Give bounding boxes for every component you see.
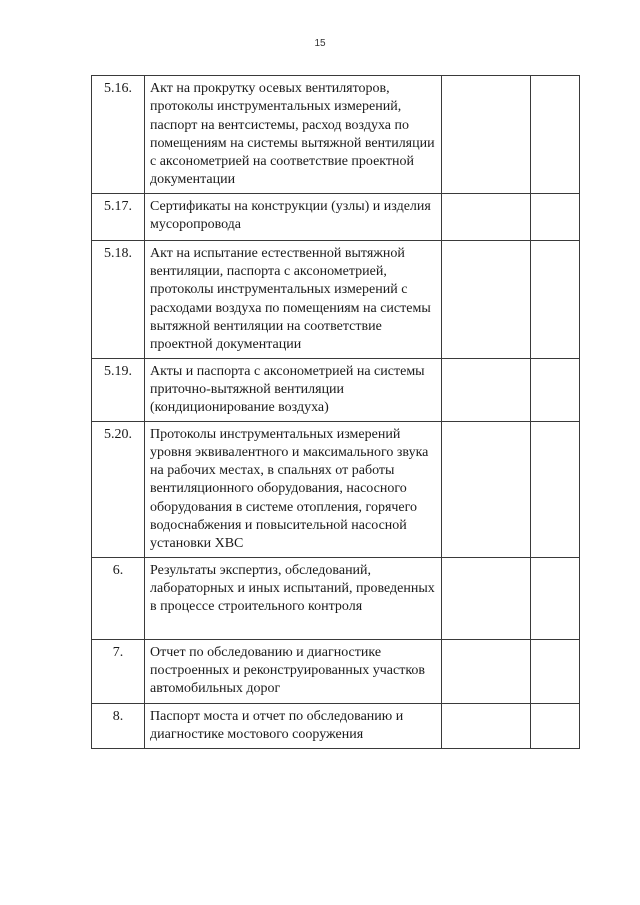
table-row [92, 240, 580, 358]
row-cell-col3 [442, 193, 531, 240]
row-cell-col4 [531, 557, 580, 639]
row-description: Отчет по обследованию и диагностике построенных и реконструированных участков автомобильных дорог [145, 639, 442, 703]
row-number: 5.17. [92, 193, 145, 240]
row-cell-col3 [442, 358, 531, 421]
row-cell-col3 [442, 240, 531, 358]
table-row [92, 193, 580, 240]
row-cell-col3 [442, 421, 531, 557]
table-row [92, 703, 580, 748]
row-description: Паспорт моста и отчет по обследованию и диагностике мостового сооружения [145, 703, 442, 748]
row-description: Сертификаты на конструкции (узлы) и изделия мусоропровода [145, 193, 442, 240]
row-number: 5.18. [92, 240, 145, 358]
row-number: 5.20. [92, 421, 145, 557]
row-cell-col4 [531, 240, 580, 358]
row-number: 6. [92, 557, 145, 639]
table-row [92, 421, 580, 557]
row-description: Акт на прокрутку осевых вентиляторов, протоколы инструментальных измерений, паспорт на вентсистемы, расход воздуха по помещениям на системы вытяжной вентиляции с аксонометрией на соответствие проектной документации [145, 76, 442, 194]
row-cell-col4 [531, 639, 580, 703]
row-cell-col4 [531, 193, 580, 240]
row-cell-col4 [531, 358, 580, 421]
documents-table [91, 75, 580, 749]
row-cell-col3 [442, 76, 531, 194]
table-row [92, 639, 580, 703]
row-cell-col4 [531, 76, 580, 194]
row-number: 5.16. [92, 76, 145, 194]
table-row [92, 358, 580, 421]
row-cell-col4 [531, 703, 580, 748]
row-number: 5.19. [92, 358, 145, 421]
row-cell-col3 [442, 639, 531, 703]
row-cell-col4 [531, 421, 580, 557]
row-cell-col3 [442, 703, 531, 748]
row-description: Акт на испытание естественной вытяжной вентиляции, паспорта с аксонометрией, протоколы инструментальных измерений с расходами воздуха по помещениям на системы вытяжной вентиляции на соответствие проектной документации [145, 240, 442, 358]
row-description: Протоколы инструментальных измерений уровня эквивалентного и максимального звука на рабочих местах, в спальнях от работы вентиляционного оборудования, насосного оборудования в системе отопления, горячего водоснабжения и повысительной насосной установки ХВС [145, 421, 442, 557]
row-description: Результаты экспертиз, обследований, лабораторных и иных испытаний, проведенных в процессе строительного контроля [145, 557, 442, 639]
row-cell-col3 [442, 557, 531, 639]
table-row [92, 557, 580, 639]
table-row [92, 76, 580, 194]
page-number: 15 [314, 38, 326, 49]
row-number: 8. [92, 703, 145, 748]
row-number: 7. [92, 639, 145, 703]
row-description: Акты и паспорта с аксонометрией на системы приточно-вытяжной вентиляции (кондиционирование воздуха) [145, 358, 442, 421]
